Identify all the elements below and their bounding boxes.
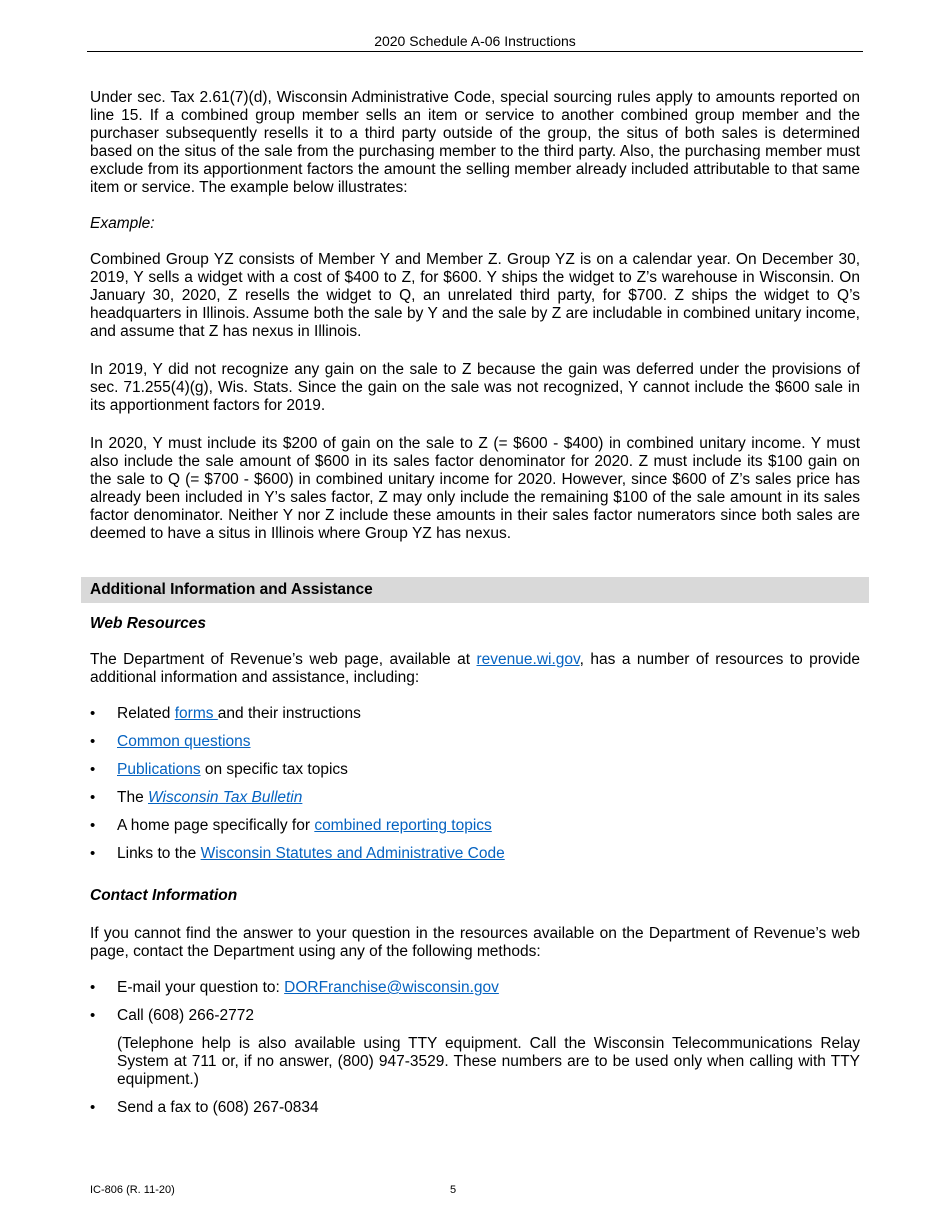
contact-heading: Contact Information (90, 887, 238, 904)
list-item: • E-mail your question to: DORFranchise@wisconsin.gov (90, 979, 860, 997)
list-item (90, 733, 860, 751)
list-item: • Publications on specific tax topics (90, 761, 860, 779)
tty-note: (Telephone help is also available using TTY equipment. Call the Wisconsin Telecommunications Relay System at 711 or, if no answer, (800) 947-3529. These numbers are to be used only when calling with TTY equipment.) (117, 1035, 860, 1088)
web-resources-list (90, 705, 860, 863)
statutes-link[interactable]: Wisconsin Statutes and Administrative Code (200, 845, 505, 862)
example-paragraph-3: In 2020, Y must include its $200 of gain on the sale to Z (= $600 - $400) in combined unitary income. Y must also include the sale amount of $600 in its sales factor denominator for 2020. Z must include its $100 gain on the sale to Q (= $700 - $600) in combined unitary income for 2020. However, since $600 of Z’s sales price has already been included in Y’s sales factor, Z may only include the remaining $100 of the sale amount in its sales factor denominator. Neither Y nor Z include these amounts in their sales factor numerators since both sales are deemed to have a situs in Illinois where Group YZ has nexus. (90, 435, 860, 542)
publications-link[interactable]: Publications (117, 761, 201, 778)
footer-form-id: IC-806 (R. 11-20) (90, 1184, 175, 1196)
list-item: • The Wisconsin Tax Bulletin (90, 789, 860, 807)
intro-paragraph: Under sec. Tax 2.61(7)(d), Wisconsin Administrative Code, special sourcing rules apply to amounts reported on line 15. If a combined group member sells an item or service to another combined group member and the purchaser subsequently resells it to a third party outside of the group, the situs of both sales is determined based on the situs of the sale from the purchasing member to the third party. Also, the purchasing member must exclude from its apportionment factors the amount the selling member already included attributable to that same item or service. The example below illustrates: (90, 89, 860, 196)
page-content (90, 89, 860, 1117)
footer-page-number: 5 (449, 1184, 457, 1196)
contact-list (90, 979, 860, 1025)
list-item: • Related forms and their instructions (90, 705, 860, 723)
list-item: • Send a fax to (608) 267-0834 (90, 1099, 860, 1117)
section-heading: Additional Information and Assistance (81, 577, 869, 603)
list-item: • A home page specifically for combined reporting topics (90, 817, 860, 835)
example-paragraph-2: In 2019, Y did not recognize any gain on the sale to Z because the gain was deferred under the provisions of sec. 71.255(4)(g), Wis. Stats. Since the gain on the sale was not recognized, Y cannot include the $600 sale in its apportionment factors for 2019. (90, 361, 860, 414)
web-resources-heading: Web Resources (90, 615, 207, 632)
web-resources-intro: The Department of Revenue’s web page, available at revenue.wi.gov, has a number of resources to provide additional information and assistance, including: (90, 651, 860, 686)
combined-reporting-link[interactable]: combined reporting topics (314, 817, 492, 834)
page-header-title: 2020 Schedule A-06 Instructions (87, 33, 863, 52)
example-paragraph-1: Combined Group YZ consists of Member Y and Member Z. Group YZ is on a calendar year. On December 30, 2019, Y sells a widget with a cost of $400 to Z, for $600. Y ships the widget to Z’s warehouse in Wisconsin. On January 30, 2020, Z resells the widget to Q, an unrelated third party, for $700. Z ships the widget to Q’s headquarters in Illinois. Assume both the sale by Y and the sale by Z are includable in combined unitary income, and assume that Z has nexus in Illinois. (90, 251, 860, 340)
forms-link[interactable]: forms (174, 705, 218, 722)
example-label: Example: (90, 215, 155, 232)
revenue-link[interactable]: revenue.wi.gov (476, 651, 580, 668)
contact-intro: If you cannot find the answer to your question in the resources available on the Department of Revenue’s web page, contact the Department using any of the following methods: (90, 925, 860, 960)
contact-list-2 (90, 1099, 860, 1117)
list-item: • Links to the Wisconsin Statutes and Administrative Code (90, 845, 860, 863)
tax-bulletin-link[interactable]: Wisconsin Tax Bulletin (148, 789, 303, 806)
list-item: • Call (608) 266-2772 (90, 1007, 860, 1025)
common-questions-link[interactable]: Common questions (117, 733, 251, 750)
email-link[interactable]: DORFranchise@wisconsin.gov (284, 979, 499, 996)
